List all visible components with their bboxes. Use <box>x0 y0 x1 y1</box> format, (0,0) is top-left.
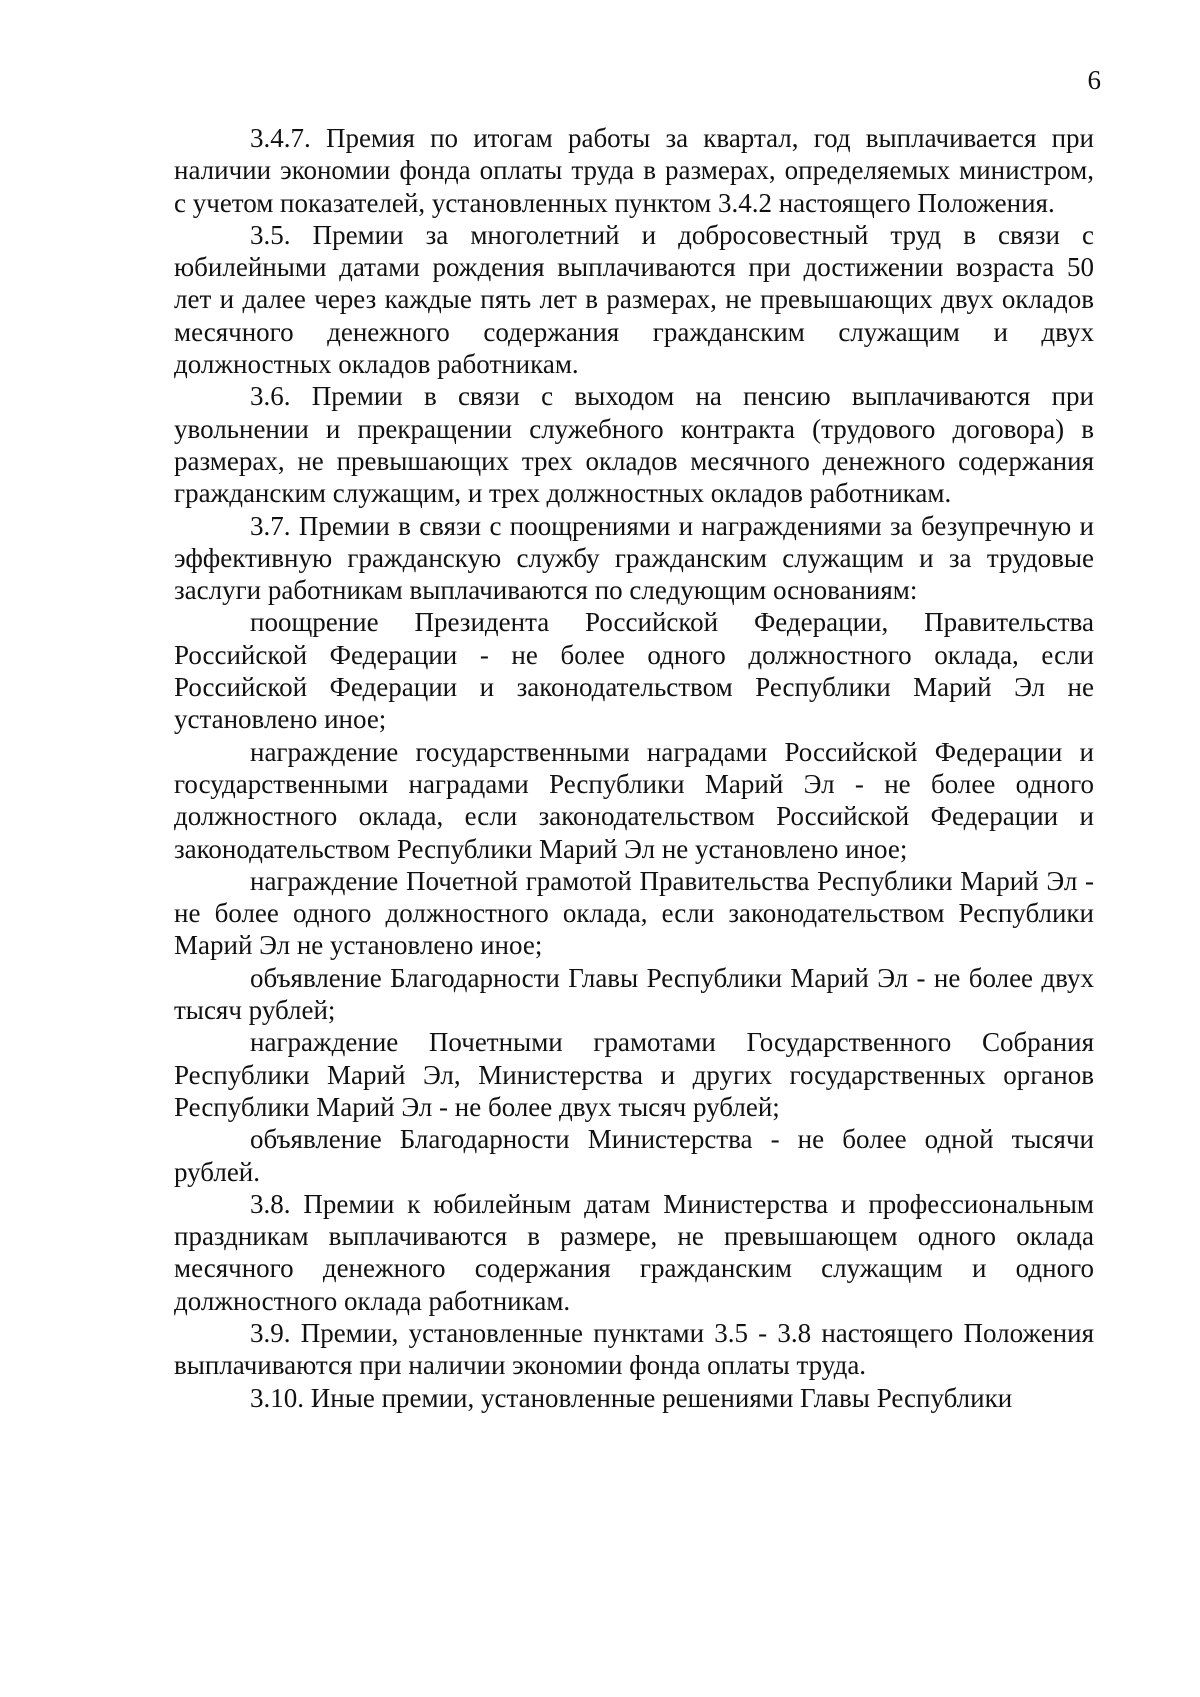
paragraph-3-4-7: 3.4.7. Премия по итогам работы за квартал, год выплачивается при наличии экономии фонда оплаты труда в размерах, определяемых министром, с учетом показателей, установленных пунктом 3.4.2 настоящего Положения. <box>174 123 1094 218</box>
document-body <box>174 122 1094 1414</box>
paragraph-3-9: 3.9. Премии, установленные пунктами 3.5 - 3.8 настоящего Положения выплачиваются при наличии экономии фонда оплаты труда. <box>174 1317 1094 1381</box>
paragraph-assembly-certificates: награждение Почетными грамотами Государственного Собрания Республики Марий Эл, Министерства и других государственных органов Республики Марий Эл - не более двух тысяч рублей; <box>174 1027 1094 1122</box>
paragraph-government-certificate: награждение Почетной грамотой Правительства Республики Марий Эл - не более одного должностного оклада, если законодательством Республики Марий Эл не установлено иное; <box>174 865 1094 961</box>
paragraph-3-10: 3.10. Иные премии, установленные решениями Главы Республики <box>250 1382 1013 1413</box>
paragraph-3-6: 3.6. Премии в связи с выходом на пенсию выплачиваются при увольнении и прекращении служебного контракта (трудового договора) в размерах, не превышающих трех окладов месячного денежного содержания гражданским служащим, и трех должностных окладов работникам. <box>174 381 1094 509</box>
paragraph-3-7: 3.7. Премии в связи с поощрениями и награждениями за безупречную и эффективную гражданскую службу гражданским служащим и за трудовые заслуги работникам выплачиваются по следующим основаниям: <box>174 510 1094 606</box>
paragraph-head-gratitude: объявление Благодарности Главы Республики Марий Эл - не более двух тысяч рублей; <box>174 962 1094 1026</box>
paragraph-ministry-gratitude: объявление Благодарности Министерства - не более одной тысячи рублей. <box>174 1124 1094 1187</box>
paragraph-3-5: 3.5. Премии за многолетний и добросовестный труд в связи с юбилейными датами рождения выплачиваются при достижении возраста 50 лет и далее через каждые пять лет в размерах, не превышающих двух окладов месячного денежного содержания гражданским служащим и двух должностных окладов работникам. <box>174 219 1094 380</box>
paragraph-state-awards: награждение государственными наградами Российской Федерации и государственными наградами Республики Марий Эл - не более одного должностного оклада, если законодательством Российской Федерации и законодательством Республики Марий Эл не установлено иное; <box>174 736 1094 864</box>
paragraph-3-8: 3.8. Премии к юбилейным датам Министерства и профессиональным праздникам выплачиваются в размере, не превышающем одного оклада месячного денежного содержания гражданским служащим и одного должностного оклада работникам. <box>174 1188 1094 1316</box>
page-number: 6 <box>1087 65 1101 95</box>
paragraph-president-encouragement: поощрение Президента Российской Федерации, Правительства Российской Федерации - не более одного должностного оклада, если Российской Федерации и законодательством Республики Марий Эл не установлено иное; <box>174 607 1094 735</box>
